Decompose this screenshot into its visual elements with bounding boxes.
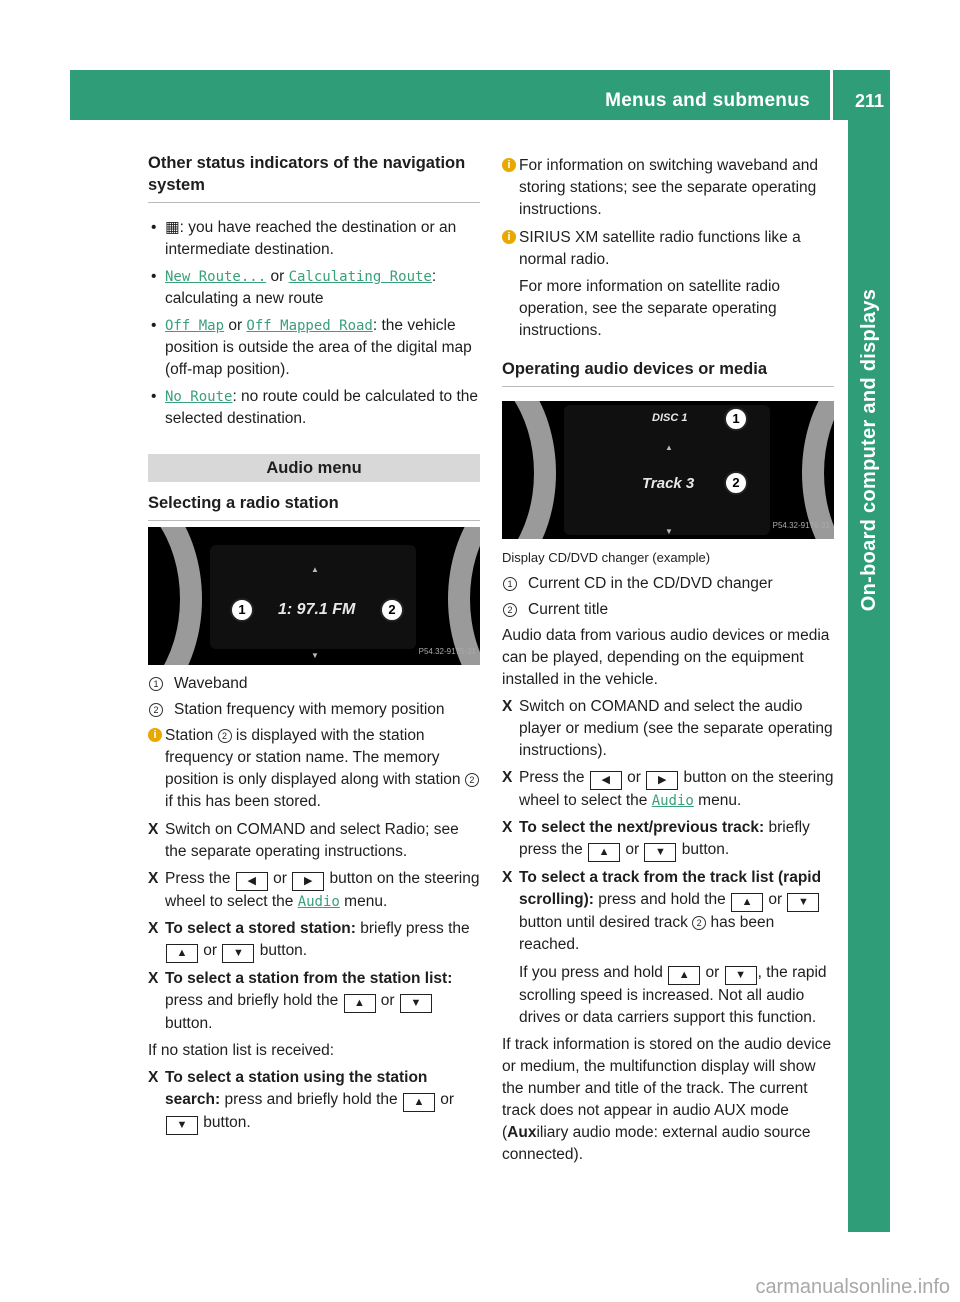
left-column-lower (148, 527, 480, 1140)
legend-item-2: 2 Current title (502, 599, 834, 621)
step-arrow-icon: X (148, 870, 159, 887)
code-off-mapped-road: Off Mapped Road (246, 318, 373, 334)
step-item: X Press the ◀ or ▶ button on the steering wheel to select the Audio menu. (148, 870, 480, 910)
audio-menu-heading: Audio menu (148, 454, 480, 482)
disc-text: DISC 1 (652, 412, 688, 424)
step-item: X To select the next/previous track: briefly press the ▲ or ▼ button. (502, 817, 834, 862)
chapter-label: On-board computer and displays (858, 288, 880, 612)
up-key-icon: ▲ (166, 944, 198, 963)
callout-1: 1 (724, 407, 748, 431)
step-item: X To select a station using the station search: press and briefly hold the ▲ or ▼ button. (148, 1067, 480, 1135)
step-item: X Switch on COMAND and select the audio player or medium (see the separate operating instructions). (502, 698, 833, 759)
paragraph: Audio data from various audio devices or media can be played, depending on the equipment installed in the vehicle. (502, 627, 830, 688)
radio-display-image (148, 527, 480, 665)
info-icon: i (502, 158, 516, 172)
legend-item-1: 1 Waveband (148, 673, 480, 695)
section-title-radio: Selecting a radio station (148, 492, 480, 521)
callout-2: 2 (380, 598, 404, 622)
step-arrow-icon: X (148, 970, 159, 987)
image-ref: P54.32-9176-31 (772, 521, 830, 530)
left-column (148, 152, 480, 435)
up-arrow-icon: ▲ (311, 565, 319, 574)
info-note: i Station 2 is displayed with the station frequency or station name. The memory position is only displayed along with station 2 if this has been stored. (148, 725, 480, 813)
legend-item-2: 2 Station frequency with memory position (148, 699, 480, 721)
up-key-icon: ▲ (588, 843, 620, 862)
step-arrow-icon: X (148, 920, 159, 937)
step-arrow-icon: X (502, 769, 513, 786)
cd-display-image (502, 401, 834, 539)
list-item: • ▦: you have reached the destination or an intermediate destination. (148, 217, 480, 261)
checkered-flag-icon: ▦ (165, 219, 180, 236)
list-item: • New Route... or Calculating Route: calculating a new route (148, 266, 480, 310)
down-key-icon: ▼ (400, 994, 432, 1013)
paragraph: If track information is stored on the audio device or medium, the multifunction display will show the number and title of the track. The current track does not appear in audio AUX mode (Auxiliary audio mode: external audio source connected). (502, 1036, 832, 1163)
track-text: Track 3 (642, 475, 695, 492)
image-caption: Display CD/DVD changer (example) (502, 550, 711, 565)
paragraph: If no station list is received: (148, 1042, 335, 1059)
left-key-icon: ◀ (590, 771, 622, 790)
image-ref: P54.32-9175-31 (418, 647, 476, 656)
up-key-icon: ▲ (344, 994, 376, 1013)
list-item: • No Route: no route could be calculated to the selected destination. (148, 386, 480, 430)
down-key-icon: ▼ (222, 944, 254, 963)
step-item: X Switch on COMAND and select Radio; see the separate operating instructions. (148, 821, 459, 860)
header-divider (830, 70, 833, 120)
left-key-icon: ◀ (236, 872, 268, 891)
down-key-icon: ▼ (644, 843, 676, 862)
step-arrow-icon: X (148, 1069, 159, 1086)
step-item: X Press the ◀ or ▶ button on the steering wheel to select the Audio menu. (502, 769, 834, 809)
step-item: X To select a station from the station list: press and briefly hold the ▲ or ▼ button. (148, 970, 453, 1032)
list-item: • Off Map or Off Mapped Road: the vehicle position is outside the area of the digital map (off-map position). (148, 315, 480, 381)
code-audio: Audio (651, 793, 694, 809)
info-note: i For information on switching waveband and storing stations; see the separate operating instructions. (502, 155, 834, 221)
callout-1: 1 (230, 598, 254, 622)
down-key-icon: ▼ (725, 966, 757, 985)
header-bar (70, 70, 890, 120)
down-key-icon: ▼ (166, 1116, 198, 1135)
header-title: Menus and submenus (605, 90, 810, 111)
section-title-status: Other status indicators of the navigation system (148, 152, 480, 203)
page-number: 211 (854, 91, 884, 111)
down-arrow-icon: ▼ (311, 651, 319, 660)
step-arrow-icon: X (502, 819, 513, 836)
info-note: i SIRIUS XM satellite radio functions like a normal radio. For more information on satellite radio operation, see the separate operating instructions. (502, 227, 834, 342)
up-key-icon: ▲ (403, 1093, 435, 1112)
chapter-tab (848, 120, 890, 1232)
right-column (502, 155, 834, 1171)
section-title-media: Operating audio devices or media (502, 358, 834, 387)
code-calculating-route: Calculating Route (288, 269, 432, 285)
code-no-route: No Route (165, 389, 233, 405)
callout-2: 2 (724, 471, 748, 495)
code-audio: Audio (297, 894, 340, 910)
legend-item-1: 1 Current CD in the CD/DVD changer (502, 573, 834, 595)
step-detail: If you press and hold ▲ or ▼ , the rapid scrolling speed is increased. Not all audio drives or data carriers support this function. (519, 964, 827, 1026)
info-icon: i (502, 230, 516, 244)
step-arrow-icon: X (148, 821, 159, 838)
right-key-icon: ▶ (292, 872, 324, 891)
code-new-route: New Route... (165, 269, 267, 285)
up-arrow-icon: ▲ (665, 443, 673, 452)
step-arrow-icon: X (502, 698, 513, 715)
step-arrow-icon: X (502, 869, 513, 886)
radio-frequency-text: 1: 97.1 FM (278, 601, 356, 618)
down-arrow-icon: ▼ (665, 527, 673, 536)
watermark: carmanualsonline.info (755, 1276, 950, 1298)
down-key-icon: ▼ (787, 893, 819, 912)
code-off-map: Off Map (165, 318, 225, 334)
info-icon: i (148, 728, 162, 742)
up-key-icon: ▲ (668, 966, 700, 985)
step-item: X To select a track from the track list (rapid scrolling): press and hold the ▲ or ▼ button until desired track 2 has been reached. If you press and hold ▲ or ▼ , the rapid scrolling speed is increased. Not all audio drives or data carriers support this function. (502, 867, 834, 1029)
up-key-icon: ▲ (731, 893, 763, 912)
step-item: X To select a stored station: briefly press the ▲ or ▼ button. (148, 918, 480, 963)
right-key-icon: ▶ (646, 771, 678, 790)
